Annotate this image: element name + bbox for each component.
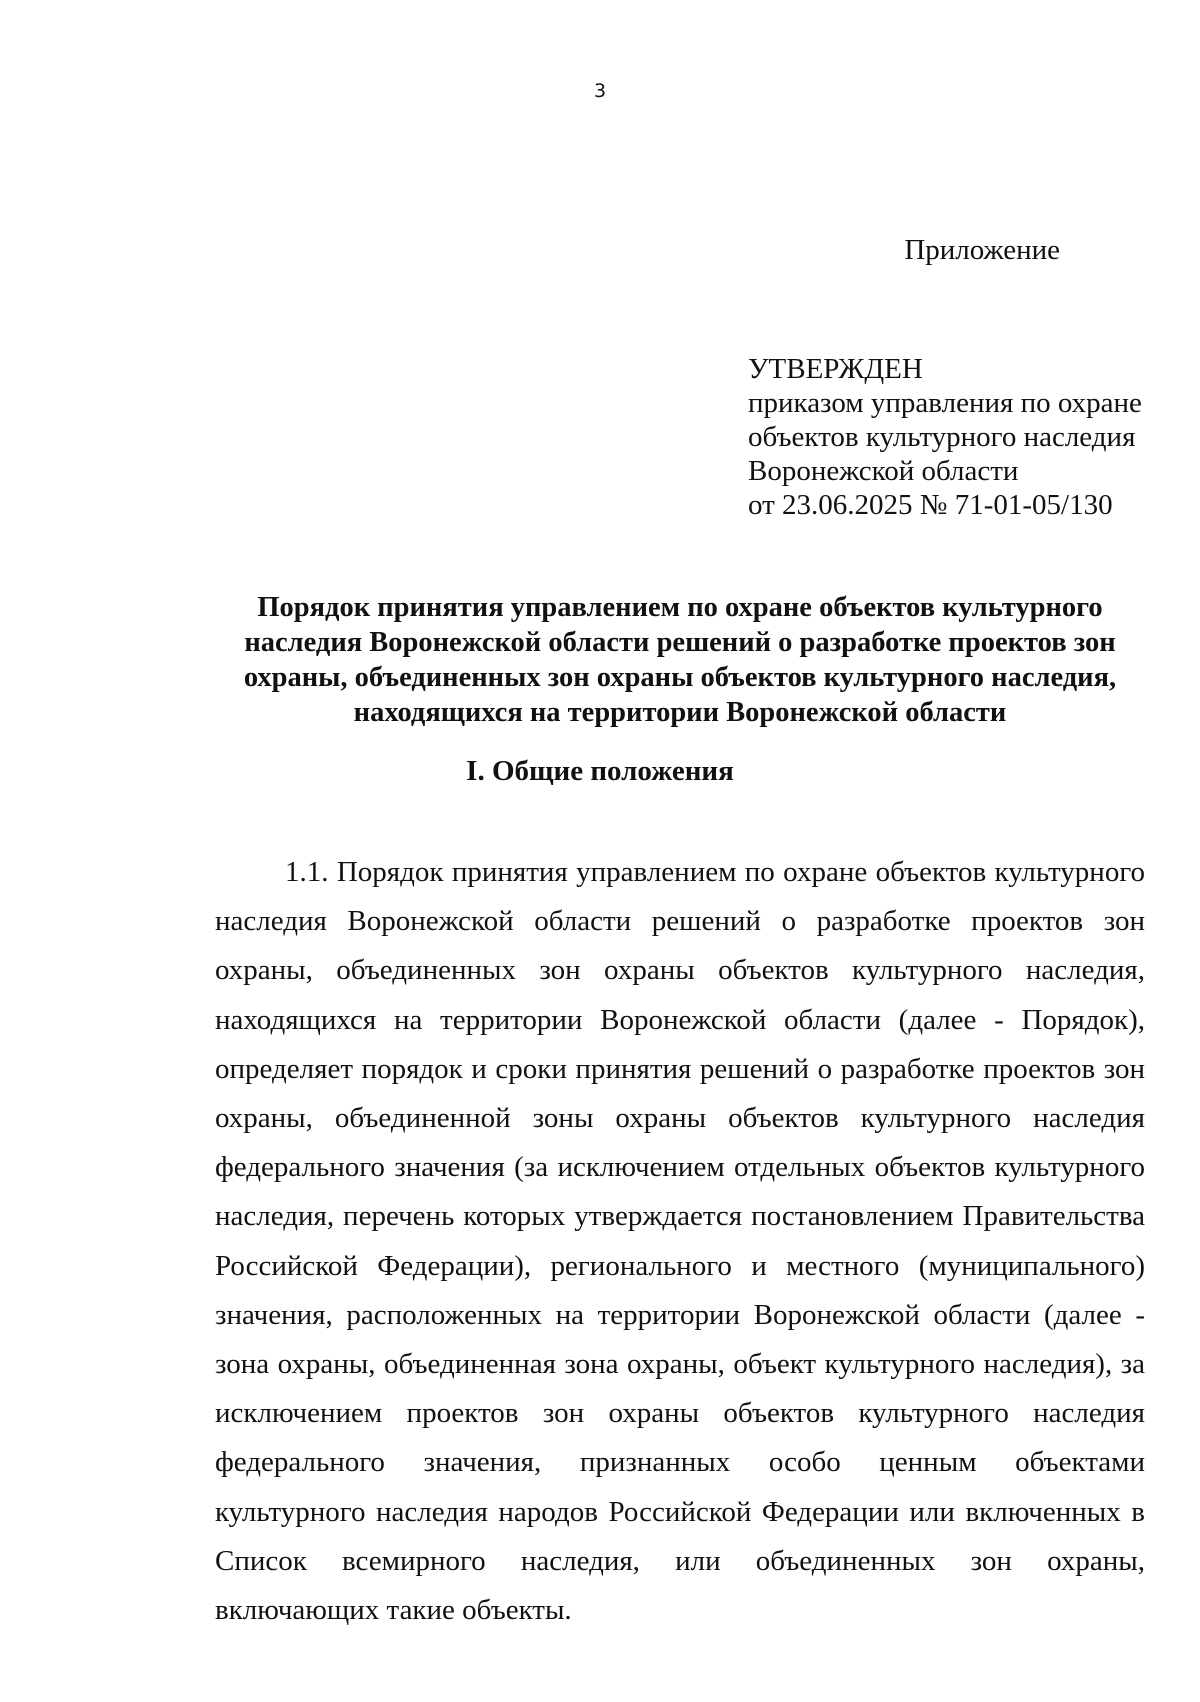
appendix-label: Приложение	[904, 234, 1060, 266]
approval-line: приказом управления по охране	[748, 387, 1142, 419]
paragraph-1-1: 1.1. Порядок принятия управлением по охране объектов культурного наследия Воронежской области решений о разработке проектов зон охраны, объединенных зон охраны объектов культурного наследия, находящихся на территории Воронежской области (далее - Порядок), определяет порядок и сроки принятия решений о разработке проектов зон охраны, объединенной зоны охраны объектов культурного наследия федерального значения (за исключением отдельных объектов культурного наследия, перечень которых утверждается постановлением Правительства Российской Федерации), регионального и местного (муниципального) значения, расположенных на территории Воронежской области (далее - зона охраны, объединенная зона охраны, объект культурного наследия), за исключением проектов зон охраны объектов культурного наследия федерального значения, признанных особо ценным объектами культурного наследия народов Российской Федерации или включенных в Список всемирного наследия, или объединенных зон охраны, включающих такие объекты.	[215, 856, 1145, 1627]
document-title: Порядок принятия управлением по охране объектов культурного наследия Воронежской области решений о разработке проектов зон охраны, объединенных зон охраны объектов культурного наследия, находящихся на территории Воронежской области	[243, 592, 1117, 728]
approval-line: Воронежской области	[748, 455, 1019, 487]
section-heading: I. Общие положения	[466, 755, 734, 787]
approval-line: объектов культурного наследия	[748, 421, 1136, 453]
page-number: 3	[593, 80, 607, 102]
approval-block	[748, 352, 1142, 522]
approval-heading: УТВЕРЖДЕН	[748, 353, 923, 385]
approval-date-number: от 23.06.2025 № 71-01-05/130	[748, 489, 1113, 521]
